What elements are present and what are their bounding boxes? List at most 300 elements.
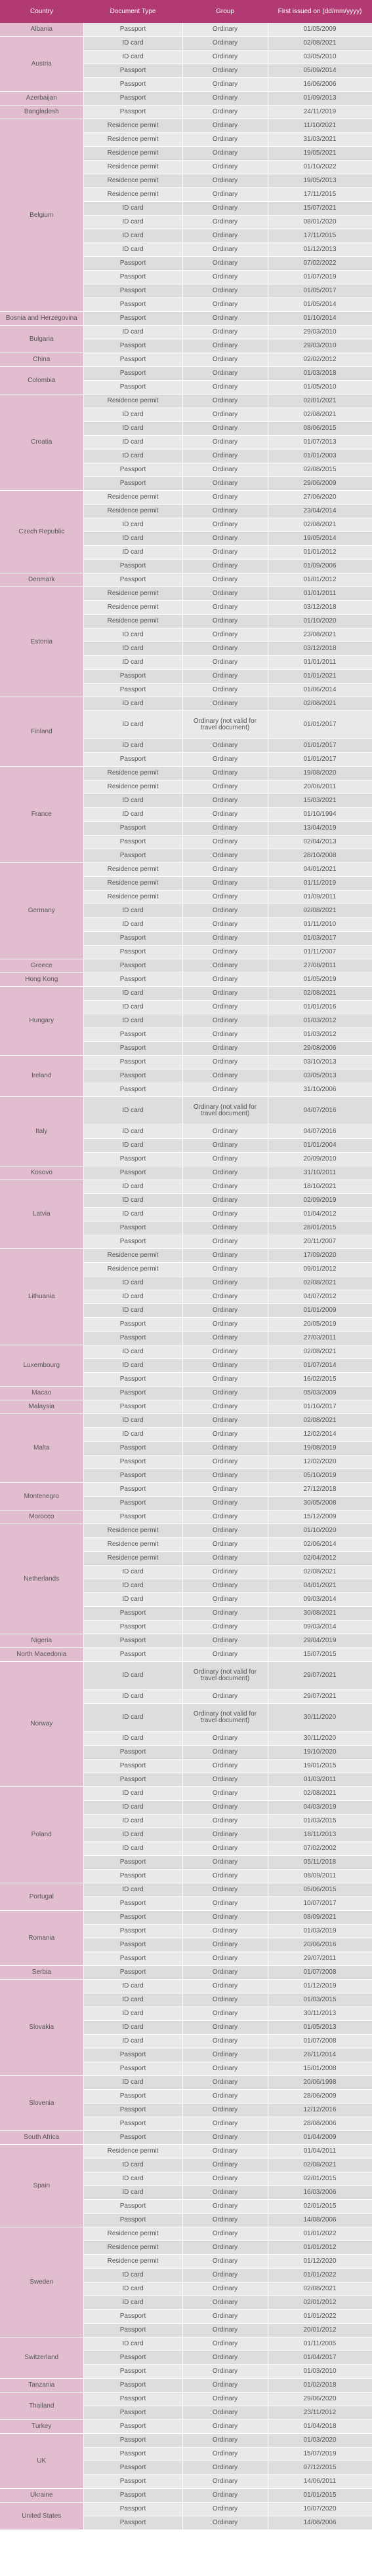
document-type-cell: Residence permit: [83, 1538, 182, 1552]
document-type-cell: Passport: [83, 2117, 182, 2131]
table-row: [0, 1387, 372, 1400]
document-type-cell: Passport: [83, 2393, 182, 2406]
first-issued-cell: 04/07/2016: [268, 1097, 372, 1125]
country-cell: Colombia: [0, 367, 83, 394]
first-issued-cell: 15/07/2021: [268, 202, 372, 216]
document-type-cell: Residence permit: [83, 767, 182, 780]
group-cell: Ordinary: [182, 1028, 268, 1042]
document-type-cell: ID card: [83, 2186, 182, 2200]
document-type-cell: Residence permit: [83, 601, 182, 615]
first-issued-cell: 05/09/2014: [268, 64, 372, 78]
document-type-cell: ID card: [83, 642, 182, 656]
first-issued-cell: 28/10/2008: [268, 849, 372, 863]
first-issued-cell: 01/05/2019: [268, 973, 372, 987]
first-issued-cell: 01/01/2012: [268, 573, 372, 587]
document-type-cell: ID card: [83, 1277, 182, 1290]
group-cell: Ordinary: [182, 836, 268, 849]
first-issued-cell: 01/01/2017: [268, 739, 372, 753]
document-type-cell: ID card: [83, 2282, 182, 2296]
table-row: [0, 1483, 372, 1497]
document-type-cell: ID card: [83, 2296, 182, 2310]
document-type-cell: Passport: [83, 257, 182, 271]
first-issued-cell: 01/12/2020: [268, 2255, 372, 2269]
first-issued-cell: 01/01/2011: [268, 656, 372, 670]
first-issued-cell: 01/10/2020: [268, 1524, 372, 1538]
first-issued-cell: 05/11/2018: [268, 1856, 372, 1870]
table-row: [0, 2145, 372, 2159]
country-cell: Luxembourg: [0, 1345, 83, 1387]
document-type-cell: Passport: [83, 1634, 182, 1648]
first-issued-cell: 08/09/2021: [268, 1911, 372, 1925]
document-type-cell: Passport: [83, 1952, 182, 1966]
group-cell: Ordinary: [182, 2337, 268, 2351]
group-cell: Ordinary: [182, 216, 268, 229]
country-cell: Croatia: [0, 394, 83, 491]
first-issued-cell: 01/04/2017: [268, 2351, 372, 2365]
first-issued-cell: 29/07/2021: [268, 1662, 372, 1690]
group-cell: Ordinary: [182, 767, 268, 780]
document-type-cell: Residence permit: [83, 1524, 182, 1538]
group-cell: Ordinary: [182, 863, 268, 877]
first-issued-cell: 01/01/2009: [268, 1304, 372, 1318]
first-issued-cell: 27/08/2011: [268, 959, 372, 973]
first-issued-cell: 01/01/2012: [268, 2241, 372, 2255]
document-type-cell: Residence permit: [83, 2241, 182, 2255]
first-issued-cell: 12/12/2016: [268, 2104, 372, 2117]
first-issued-cell: 01/03/2015: [268, 1993, 372, 2007]
first-issued-cell: 19/05/2021: [268, 147, 372, 161]
first-issued-cell: 02/08/2021: [268, 408, 372, 422]
group-cell: Ordinary: [182, 367, 268, 381]
document-type-cell: ID card: [83, 216, 182, 229]
first-issued-cell: 02/08/2021: [268, 2159, 372, 2172]
group-cell: Ordinary: [182, 1249, 268, 1263]
country-cell: Macao: [0, 1387, 83, 1400]
first-issued-cell: 02/08/2021: [268, 1345, 372, 1359]
first-issued-cell: 30/11/2020: [268, 1704, 372, 1732]
document-type-cell: Passport: [83, 1897, 182, 1911]
first-issued-cell: 16/03/2006: [268, 2186, 372, 2200]
document-type-cell: ID card: [83, 1690, 182, 1704]
group-cell: Ordinary: [182, 1510, 268, 1524]
group-cell: Ordinary: [182, 1483, 268, 1497]
first-issued-cell: 15/07/2019: [268, 2448, 372, 2461]
group-cell: Ordinary: [182, 1980, 268, 1993]
first-issued-cell: 01/05/2017: [268, 284, 372, 298]
first-issued-cell: 09/03/2014: [268, 1621, 372, 1634]
group-cell: Ordinary: [182, 1759, 268, 1773]
group-cell: Ordinary: [182, 794, 268, 808]
group-cell: Ordinary: [182, 1263, 268, 1277]
document-type-cell: Passport: [83, 1153, 182, 1166]
first-issued-cell: 02/08/2021: [268, 2282, 372, 2296]
first-issued-cell: 12/02/2014: [268, 1428, 372, 1442]
group-cell: Ordinary: [182, 656, 268, 670]
group-cell: Ordinary: [182, 1345, 268, 1359]
document-type-cell: Residence permit: [83, 174, 182, 188]
country-cell: Bulgaria: [0, 326, 83, 353]
country-cell: Estonia: [0, 587, 83, 697]
group-cell: Ordinary: [182, 697, 268, 711]
table-row: [0, 573, 372, 587]
document-type-cell: Passport: [83, 2406, 182, 2420]
document-type-cell: Passport: [83, 1938, 182, 1952]
group-cell: Ordinary: [182, 1746, 268, 1759]
document-type-cell: Passport: [83, 2503, 182, 2516]
group-cell: Ordinary: [182, 1387, 268, 1400]
country-cell: Belgium: [0, 119, 83, 312]
document-type-cell: ID card: [83, 918, 182, 932]
country-cell: Lithuania: [0, 1249, 83, 1345]
first-issued-cell: 15/01/2008: [268, 2062, 372, 2076]
document-type-cell: ID card: [83, 656, 182, 670]
country-cell: North Macedonia: [0, 1648, 83, 1662]
group-cell: Ordinary: [182, 2324, 268, 2337]
table-row: [0, 1911, 372, 1925]
group-cell: Ordinary: [182, 1911, 268, 1925]
document-type-cell: ID card: [83, 2021, 182, 2035]
country-cell: Nigeria: [0, 1634, 83, 1648]
group-cell: Ordinary: [182, 394, 268, 408]
first-issued-cell: 01/04/2011: [268, 2145, 372, 2159]
group-cell: Ordinary: [182, 670, 268, 683]
document-type-cell: ID card: [83, 1704, 182, 1732]
document-type-cell: Passport: [83, 849, 182, 863]
table-row: [0, 37, 372, 50]
group-cell: Ordinary: [182, 2365, 268, 2379]
group-cell: Ordinary: [182, 904, 268, 918]
group-cell: Ordinary: [182, 133, 268, 147]
group-cell: Ordinary: [182, 106, 268, 119]
document-type-cell: Passport: [83, 753, 182, 767]
group-cell: Ordinary: [182, 298, 268, 312]
country-cell: Latvia: [0, 1180, 83, 1249]
first-issued-cell: 02/08/2015: [268, 463, 372, 477]
document-type-cell: Residence permit: [83, 587, 182, 601]
first-issued-cell: 23/11/2012: [268, 2406, 372, 2420]
group-cell: Ordinary: [182, 1359, 268, 1373]
country-cell: Poland: [0, 1787, 83, 1883]
document-type-cell: ID card: [83, 436, 182, 450]
group-cell: Ordinary: [182, 2186, 268, 2200]
group-cell: Ordinary: [182, 1856, 268, 1870]
group-cell: Ordinary: [182, 587, 268, 601]
document-type-cell: ID card: [83, 808, 182, 822]
first-issued-cell: 02/04/2013: [268, 836, 372, 849]
group-cell: Ordinary: [182, 808, 268, 822]
group-cell: Ordinary: [182, 1842, 268, 1856]
first-issued-cell: 01/10/2017: [268, 1400, 372, 1414]
table-row: [0, 326, 372, 339]
group-cell: Ordinary: [182, 1897, 268, 1911]
first-issued-cell: 17/11/2015: [268, 229, 372, 243]
group-cell: Ordinary: [182, 243, 268, 257]
country-cell: Morocco: [0, 1510, 83, 1524]
document-type-cell: Passport: [83, 822, 182, 836]
table-row: [0, 353, 372, 367]
group-cell: Ordinary: [182, 2503, 268, 2516]
first-issued-cell: 02/01/2015: [268, 2172, 372, 2186]
group-cell: Ordinary: [182, 1552, 268, 1566]
group-cell: Ordinary: [182, 780, 268, 794]
document-type-cell: Passport: [83, 836, 182, 849]
document-type-cell: Passport: [83, 367, 182, 381]
document-type-cell: Passport: [83, 1442, 182, 1455]
table-row: [0, 2489, 372, 2503]
country-cell: Finland: [0, 697, 83, 767]
first-issued-cell: 04/01/2021: [268, 863, 372, 877]
first-issued-cell: 09/01/2012: [268, 1263, 372, 1277]
first-issued-cell: 15/12/2009: [268, 1510, 372, 1524]
document-type-cell: ID card: [83, 628, 182, 642]
document-type-cell: Passport: [83, 683, 182, 697]
first-issued-cell: 04/07/2016: [268, 1125, 372, 1139]
first-issued-cell: 05/10/2019: [268, 1469, 372, 1483]
group-cell: Ordinary: [182, 450, 268, 463]
first-issued-cell: 01/01/2004: [268, 1139, 372, 1153]
group-cell: Ordinary: [182, 92, 268, 106]
first-issued-cell: 19/08/2020: [268, 767, 372, 780]
document-type-cell: Passport: [83, 1166, 182, 1180]
group-cell: Ordinary: [182, 1001, 268, 1014]
group-cell: Ordinary: [182, 1925, 268, 1938]
first-issued-cell: 01/11/2010: [268, 918, 372, 932]
first-issued-cell: 19/05/2014: [268, 532, 372, 546]
first-issued-cell: 02/09/2019: [268, 1194, 372, 1208]
first-issued-cell: 01/01/2003: [268, 450, 372, 463]
document-type-cell: ID card: [83, 794, 182, 808]
first-issued-cell: 01/03/2018: [268, 367, 372, 381]
first-issued-cell: 01/03/2012: [268, 1014, 372, 1028]
document-type-cell: Passport: [83, 2434, 182, 2448]
group-cell: Ordinary: [182, 1414, 268, 1428]
document-type-cell: Passport: [83, 2310, 182, 2324]
group-cell: Ordinary: [182, 1042, 268, 1056]
first-issued-cell: 18/10/2021: [268, 1180, 372, 1194]
group-cell: Ordinary: [182, 381, 268, 394]
first-issued-cell: 01/10/2014: [268, 312, 372, 326]
document-type-cell: ID card: [83, 1304, 182, 1318]
first-issued-cell: 30/05/2008: [268, 1497, 372, 1510]
group-cell: Ordinary: [182, 1815, 268, 1828]
first-issued-cell: 02/08/2021: [268, 1414, 372, 1428]
first-issued-cell: 20/06/1998: [268, 2076, 372, 2090]
group-cell: Ordinary: [182, 2172, 268, 2186]
group-cell: Ordinary: [182, 573, 268, 587]
group-cell: Ordinary: [182, 2255, 268, 2269]
country-cell: Bosnia and Herzegovina: [0, 312, 83, 326]
document-type-cell: Passport: [83, 1870, 182, 1883]
document-type-cell: Residence permit: [83, 188, 182, 202]
group-cell: Ordinary: [182, 628, 268, 642]
table-row: [0, 987, 372, 1001]
first-issued-cell: 02/08/2021: [268, 1787, 372, 1801]
group-cell: Ordinary: [182, 2117, 268, 2131]
group-cell: Ordinary: [182, 2420, 268, 2434]
group-cell: Ordinary: [182, 1332, 268, 1345]
document-type-cell: Passport: [83, 2448, 182, 2461]
group-cell: Ordinary: [182, 353, 268, 367]
group-cell: Ordinary: [182, 1125, 268, 1139]
group-cell: Ordinary: [182, 932, 268, 946]
group-cell: Ordinary: [182, 2227, 268, 2241]
table-row: [0, 1966, 372, 1980]
first-issued-cell: 29/07/2021: [268, 1690, 372, 1704]
document-type-cell: ID card: [83, 1001, 182, 1014]
first-issued-cell: 01/01/2022: [268, 2227, 372, 2241]
group-cell: Ordinary: [182, 987, 268, 1001]
document-type-cell: Passport: [83, 1387, 182, 1400]
first-issued-cell: 01/03/2019: [268, 1925, 372, 1938]
document-type-cell: Passport: [83, 2351, 182, 2365]
first-issued-cell: 13/04/2019: [268, 822, 372, 836]
first-issued-cell: 01/01/2017: [268, 711, 372, 739]
document-type-cell: Residence permit: [83, 491, 182, 505]
table-row: [0, 1414, 372, 1428]
group-cell: Ordinary: [182, 849, 268, 863]
first-issued-cell: 02/01/2012: [268, 2296, 372, 2310]
first-issued-cell: 29/03/2010: [268, 339, 372, 353]
group-cell: Ordinary: [182, 1166, 268, 1180]
group-cell: Ordinary: [182, 1690, 268, 1704]
group-cell: Ordinary: [182, 2241, 268, 2255]
document-type-cell: Residence permit: [83, 119, 182, 133]
first-issued-cell: 01/03/2020: [268, 2434, 372, 2448]
group-cell: Ordinary: [182, 2379, 268, 2393]
country-cell: Malaysia: [0, 1400, 83, 1414]
table-row: [0, 1056, 372, 1069]
first-issued-cell: 01/04/2009: [268, 2131, 372, 2145]
first-issued-cell: 29/03/2010: [268, 326, 372, 339]
group-cell: Ordinary: [182, 1524, 268, 1538]
first-issued-cell: 28/08/2006: [268, 2117, 372, 2131]
group-cell: Ordinary: [182, 477, 268, 491]
group-cell: Ordinary: [182, 2090, 268, 2104]
group-cell: Ordinary: [182, 1180, 268, 1194]
document-type-cell: Passport: [83, 1759, 182, 1773]
country-cell: Austria: [0, 37, 83, 92]
country-cell: Greece: [0, 959, 83, 973]
document-type-cell: ID card: [83, 1883, 182, 1897]
document-type-cell: ID card: [83, 1980, 182, 1993]
first-issued-cell: 01/01/2012: [268, 546, 372, 560]
first-issued-cell: 31/10/2011: [268, 1166, 372, 1180]
document-type-cell: Passport: [83, 1607, 182, 1621]
first-issued-cell: 01/01/2011: [268, 587, 372, 601]
document-type-cell: ID card: [83, 1428, 182, 1442]
first-issued-cell: 01/05/2013: [268, 2021, 372, 2035]
group-cell: Ordinary: [182, 546, 268, 560]
group-cell: Ordinary: [182, 1373, 268, 1387]
first-issued-cell: 01/04/2012: [268, 1208, 372, 1221]
table-row: [0, 1400, 372, 1414]
group-cell: Ordinary: [182, 257, 268, 271]
country-cell: Portugal: [0, 1883, 83, 1911]
document-type-cell: Residence permit: [83, 505, 182, 518]
group-cell: Ordinary: [182, 1194, 268, 1208]
first-issued-cell: 05/06/2015: [268, 1883, 372, 1897]
document-type-cell: Passport: [83, 312, 182, 326]
country-cell: United States: [0, 2503, 83, 2530]
document-type-cell: ID card: [83, 1787, 182, 1801]
first-issued-cell: 03/05/2010: [268, 50, 372, 64]
document-type-cell: ID card: [83, 1801, 182, 1815]
document-type-cell: Residence permit: [83, 133, 182, 147]
document-type-cell: ID card: [83, 987, 182, 1001]
first-issued-cell: 20/06/2011: [268, 780, 372, 794]
table-row: [0, 863, 372, 877]
document-type-cell: ID card: [83, 2076, 182, 2090]
first-issued-cell: 31/03/2021: [268, 133, 372, 147]
group-cell: Ordinary: [182, 1993, 268, 2007]
document-type-cell: Passport: [83, 2090, 182, 2104]
document-type-cell: Residence permit: [83, 161, 182, 174]
first-issued-cell: 02/08/2021: [268, 987, 372, 1001]
group-cell: Ordinary: [182, 2489, 268, 2503]
group-cell: Ordinary: [182, 1952, 268, 1966]
first-issued-cell: 14/08/2006: [268, 2214, 372, 2227]
group-cell: Ordinary: [182, 1621, 268, 1634]
document-type-cell: ID card: [83, 1014, 182, 1028]
first-issued-cell: 02/08/2021: [268, 1566, 372, 1579]
first-issued-cell: 04/07/2012: [268, 1290, 372, 1304]
group-cell: Ordinary: [182, 1787, 268, 1801]
document-type-cell: Passport: [83, 573, 182, 587]
group-cell: Ordinary: [182, 2351, 268, 2365]
document-type-cell: Residence permit: [83, 2227, 182, 2241]
group-cell: Ordinary: [182, 615, 268, 628]
table-row: [0, 587, 372, 601]
country-cell: Albania: [0, 23, 83, 37]
first-issued-cell: 02/01/2015: [268, 2200, 372, 2214]
document-type-cell: Passport: [83, 1773, 182, 1787]
table-row: [0, 2227, 372, 2241]
first-issued-cell: 20/11/2007: [268, 1235, 372, 1249]
document-type-cell: Passport: [83, 1621, 182, 1634]
first-issued-cell: 01/10/2022: [268, 161, 372, 174]
group-cell: Ordinary: [182, 2461, 268, 2475]
document-type-cell: Passport: [83, 670, 182, 683]
group-cell: Ordinary: [182, 161, 268, 174]
first-issued-cell: 01/07/2013: [268, 436, 372, 450]
first-issued-cell: 01/03/2017: [268, 932, 372, 946]
document-type-cell: Passport: [83, 1455, 182, 1469]
table-row: [0, 1510, 372, 1524]
country-cell: Slovakia: [0, 1980, 83, 2076]
document-type-cell: ID card: [83, 1828, 182, 1842]
group-cell: Ordinary: [182, 1938, 268, 1952]
document-type-cell: Passport: [83, 2104, 182, 2117]
group-cell: Ordinary: [182, 753, 268, 767]
table-row: [0, 23, 372, 37]
group-cell: Ordinary (not valid for travel document): [182, 1704, 268, 1732]
document-type-cell: ID card: [83, 408, 182, 422]
document-type-cell: Passport: [83, 1746, 182, 1759]
first-issued-cell: 20/05/2019: [268, 1318, 372, 1332]
group-cell: Ordinary: [182, 532, 268, 546]
group-cell: Ordinary: [182, 1828, 268, 1842]
document-type-cell: Passport: [83, 1069, 182, 1083]
group-cell: Ordinary: [182, 2062, 268, 2076]
first-issued-cell: 30/11/2020: [268, 1732, 372, 1746]
first-issued-cell: 01/05/2014: [268, 298, 372, 312]
document-type-cell: Passport: [83, 463, 182, 477]
document-type-cell: ID card: [83, 1125, 182, 1139]
group-cell: Ordinary: [182, 50, 268, 64]
document-type-cell: Passport: [83, 1056, 182, 1069]
document-type-cell: Passport: [83, 2489, 182, 2503]
table-row: [0, 1097, 372, 1125]
